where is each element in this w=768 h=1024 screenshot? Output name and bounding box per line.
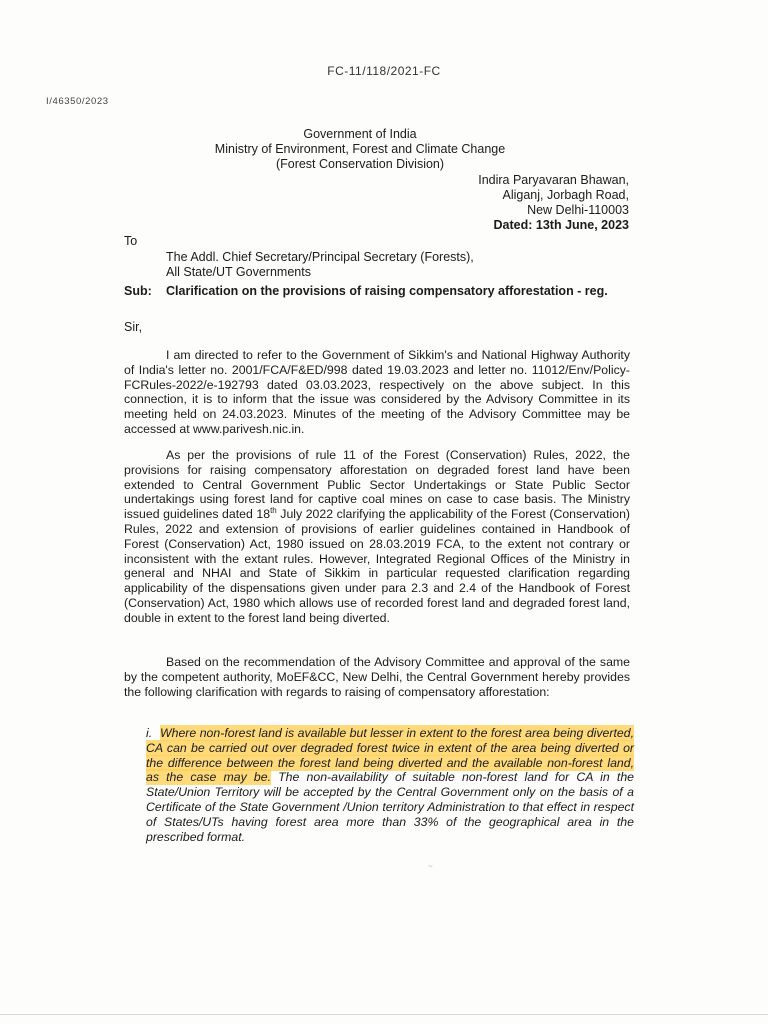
addressee-line-1: The Addl. Chief Secretary/Principal Secretary (Forests),: [166, 250, 474, 264]
address-line-1: Indira Paryavaran Bhawan,: [478, 173, 629, 187]
stray-mark: ~: [428, 862, 433, 871]
paragraph-2-superscript: th: [270, 506, 277, 516]
paragraph-3: Based on the recommendation of the Advisory Committee and approval of the same by the competent authority, MoEF&CC, New Delhi, the Central Government hereby provides the following clarification with regards to raising of compensatory afforestation:: [124, 655, 630, 699]
clause-rest-text: The non-availability of suitable non-forest land for CA in the State/Union Territory will be accepted by the Central Government only on the basis of a Certificate of the State Government /Union territory Administration to that effect in respect of States/UTs having forest area more than 33% of the geographical area in the prescribed format.: [146, 770, 634, 844]
address-line-3: New Delhi-110003: [527, 203, 629, 217]
subject-label: Sub:: [124, 284, 152, 298]
office-address: [478, 173, 629, 233]
salutation: Sir,: [124, 320, 143, 334]
paragraph-2-part-2: July 2022 clarifying the applicability of the Forest (Conservation) Rules, 2022 and extension of provisions of earlier guidelines contained in Handbook of Forest (Conservation) Act, 1980 issued on 28.03.2019 FCA, to the extent not contrary or inconsistent with the extant rules. However, Integrated Regional Offices of the Ministry in general and NHAI and State of Sikkim in particular requested clarification regarding applicability of the dispensations given under para 2.3 and 2.4 of the Handbook of Forest (Conservation) Act, 1980 which allows use of recorded forest land and degraded forest land, double in extent to the forest land being diverted.: [124, 507, 631, 625]
addressee: [166, 250, 474, 280]
file-number: FC-11/118/2021-FC: [327, 64, 441, 78]
paragraph-2-part-1: As per the provisions of rule 11 of the Forest (Conservation) Rules, 2022, the provisions for raising compensatory afforestation on degraded forest land have been extended to Central Government Public Sector Undertakings or State Public Sector undertakings using forest land for captive coal mines on case to case basis. The Ministry issued guidelines dated 18: [124, 448, 630, 522]
clause-number: i.: [146, 726, 153, 740]
dated-value: 13th June, 2023: [535, 218, 629, 232]
paragraph-1: I am directed to refer to the Government of Sikkim's and National Highway Authority of India's letter no. 2001/FCA/F&ED/998 dated 19.03.2023 and letter no. 11012/Env/Policy-FCRules-2022/e-192793 dated 03.03.2023, respectively on the above subject. In this connection, it is to inform that the issue was considered by the Advisory Committee in its meeting held on 24.03.2023. Minutes of the meeting of the Advisory Committee may be accessed at www.parivesh.nic.in.: [124, 348, 630, 436]
page-bottom-edge: [0, 1014, 768, 1015]
dated-label: Dated:: [493, 218, 533, 232]
subject-line: [124, 284, 634, 299]
paragraph-2: [124, 448, 630, 626]
highlighted-text: Where non-forest land is available but lesser in extent to the forest area being diverted, CA can be carried out over degraded forest twice in extent of the area being diverted or the difference between the forest land being diverted and the available non-forest land, as the case may be.: [146, 726, 634, 785]
clause-i: [146, 726, 634, 844]
addressee-line-2: All State/UT Governments: [166, 265, 311, 279]
date-line: [478, 218, 629, 233]
reference-number: I/46350/2023: [46, 96, 109, 107]
address-line-2: Aliganj, Jorbagh Road,: [502, 188, 629, 202]
letterhead-division: (Forest Conservation Division): [275, 157, 445, 171]
letterhead-government: Government of India: [303, 127, 417, 141]
to-label: To: [124, 234, 138, 248]
letterhead: [150, 127, 570, 172]
letterhead-ministry: Ministry of Environment, Forest and Climate Change: [214, 142, 506, 156]
subject-text: Clarification on the provisions of raising compensatory afforestation - reg.: [166, 284, 608, 298]
